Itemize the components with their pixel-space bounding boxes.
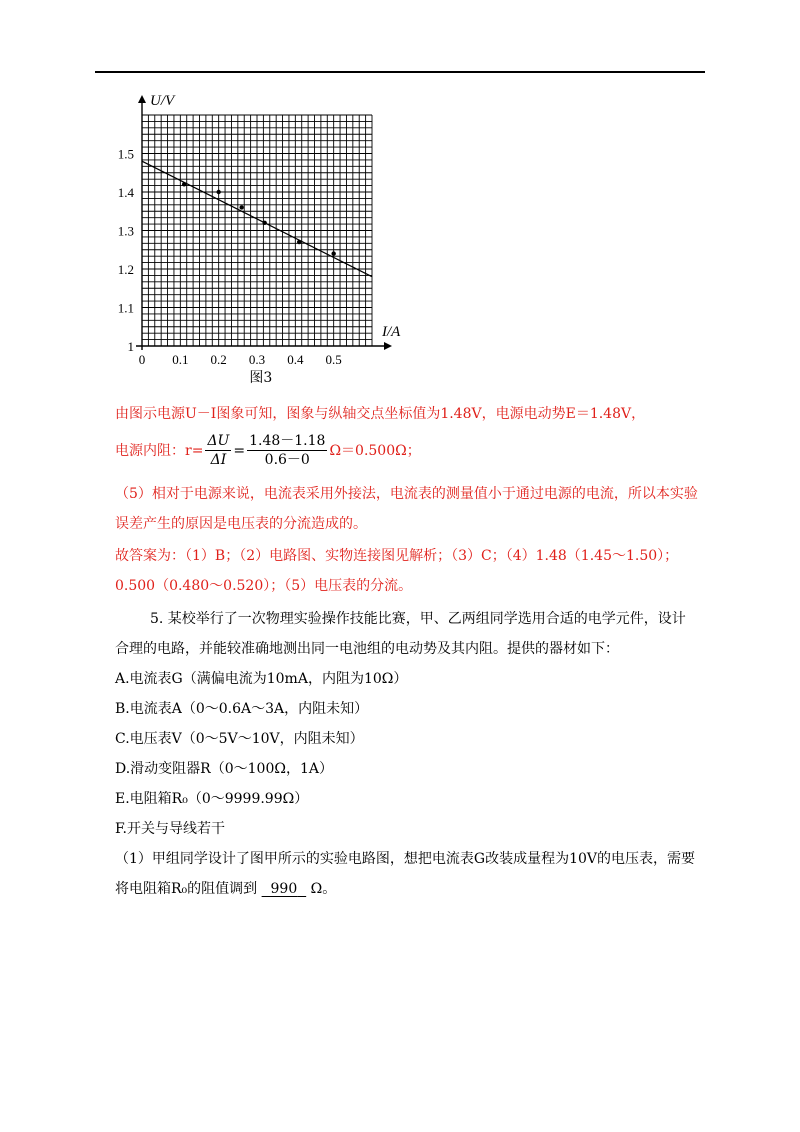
x-tick-label: 0.4 xyxy=(287,352,304,367)
r-prefix: 电源内阻：r= xyxy=(115,442,204,459)
equipment-item: E.电阻箱R₀（0～9999.99Ω） xyxy=(115,791,309,807)
data-point xyxy=(331,251,335,255)
equipment-item: A.电流表G（满偏电流为10mA，内阻为10Ω） xyxy=(115,671,408,687)
x-axis-arrow xyxy=(384,342,392,350)
q1-prefix: 将电阻箱R₀的阻值调到 xyxy=(115,881,258,897)
y-tick-label: 1.2 xyxy=(117,262,134,277)
q1-answer-blank xyxy=(262,881,307,897)
delta-u: ΔU xyxy=(207,433,230,449)
data-point xyxy=(262,221,266,225)
data-point xyxy=(216,190,220,194)
solution-line-emf: 由图示电源U－I图象可知，图象与纵轴交点坐标值为1.48V，电源电动势E＝1.48V， xyxy=(115,406,646,422)
q1-answer: 990 xyxy=(270,881,298,897)
q1-line-2 xyxy=(115,879,336,899)
chart-caption: 图3 xyxy=(249,370,273,386)
equipment-item: C.电压表V（0～5V～10V，内阻未知） xyxy=(115,731,364,747)
x-axis-label: I/A xyxy=(382,324,401,340)
y-tick-label: 1 xyxy=(127,339,134,354)
r-suffix: Ω＝0.500Ω； xyxy=(329,442,421,459)
q1-line-1: （1）甲组同学设计了图甲所示的实验电路图，想把电流表G改装成量程为10V的电压表，需要 xyxy=(115,851,696,867)
equipment-item: D.滑动变阻器R（0～100Ω，1A） xyxy=(115,761,333,777)
problem5-intro-1: 5. 某校举行了一次物理实验操作技能比赛，甲、乙两组同学选用合适的电学元件，设计 xyxy=(150,611,686,627)
data-point xyxy=(297,240,301,244)
y-tick-label: 1.4 xyxy=(117,185,134,200)
x-tick-label: 0.5 xyxy=(325,352,342,367)
x-tick-label: 0.3 xyxy=(248,352,266,367)
y-tick-label: 1.3 xyxy=(117,223,134,239)
equipment-item: F.开关与导线若干 xyxy=(115,821,225,837)
data-point xyxy=(182,182,186,186)
equipment-item: B.电流表A（0～0.6A～3A，内阻未知） xyxy=(115,701,369,717)
problem5-intro-2: 合理的电路，并能较准确地测出同一电池组的电动势及其内阻。提供的器材如下： xyxy=(115,641,619,657)
x-tick-label: 0 xyxy=(138,352,146,367)
y-axis-arrow xyxy=(138,95,146,103)
q5-explanation-1: （5）相对于电源来说，电流表采用外接法，电流表的测量值小于通过电源的电流，所以本实验 xyxy=(115,486,698,502)
delta-i: ΔI xyxy=(210,452,227,468)
calc-numerator: 1.48－1.18 xyxy=(249,433,326,449)
header-rule xyxy=(95,71,705,73)
answer-line-2: 0.500（0.480～0.520）；（5）电压表的分流。 xyxy=(115,578,413,594)
q5-explanation-2: 误差产生的原因是电压表的分流造成的。 xyxy=(115,516,367,532)
solution-line-resistance: 电源内阻：r= $\frac{\Delta U}{\Delta I}$ = $\frac{1.48-1.18}{0.6-0}$ Ω＝0.500Ω； xyxy=(115,433,421,468)
y-tick-label: 1.1 xyxy=(117,300,134,316)
answer-line-1: 故答案为：（1）B；（2）电路图、实物连接图见解析；（3）C；（4）1.48（1.45～1.50）； xyxy=(115,548,679,564)
u-i-chart xyxy=(110,88,420,388)
q1-suffix: Ω。 xyxy=(310,881,337,897)
data-point xyxy=(239,205,243,209)
calc-denominator: 0.6－0 xyxy=(264,452,310,468)
delta-fraction xyxy=(205,432,231,469)
x-tick-label: 0.2 xyxy=(210,352,227,367)
y-tick-label: 1.5 xyxy=(117,146,134,162)
x-tick-label: 0.1 xyxy=(172,352,189,367)
y-axis-label: U/V xyxy=(150,93,175,109)
calc-fraction xyxy=(247,432,327,469)
